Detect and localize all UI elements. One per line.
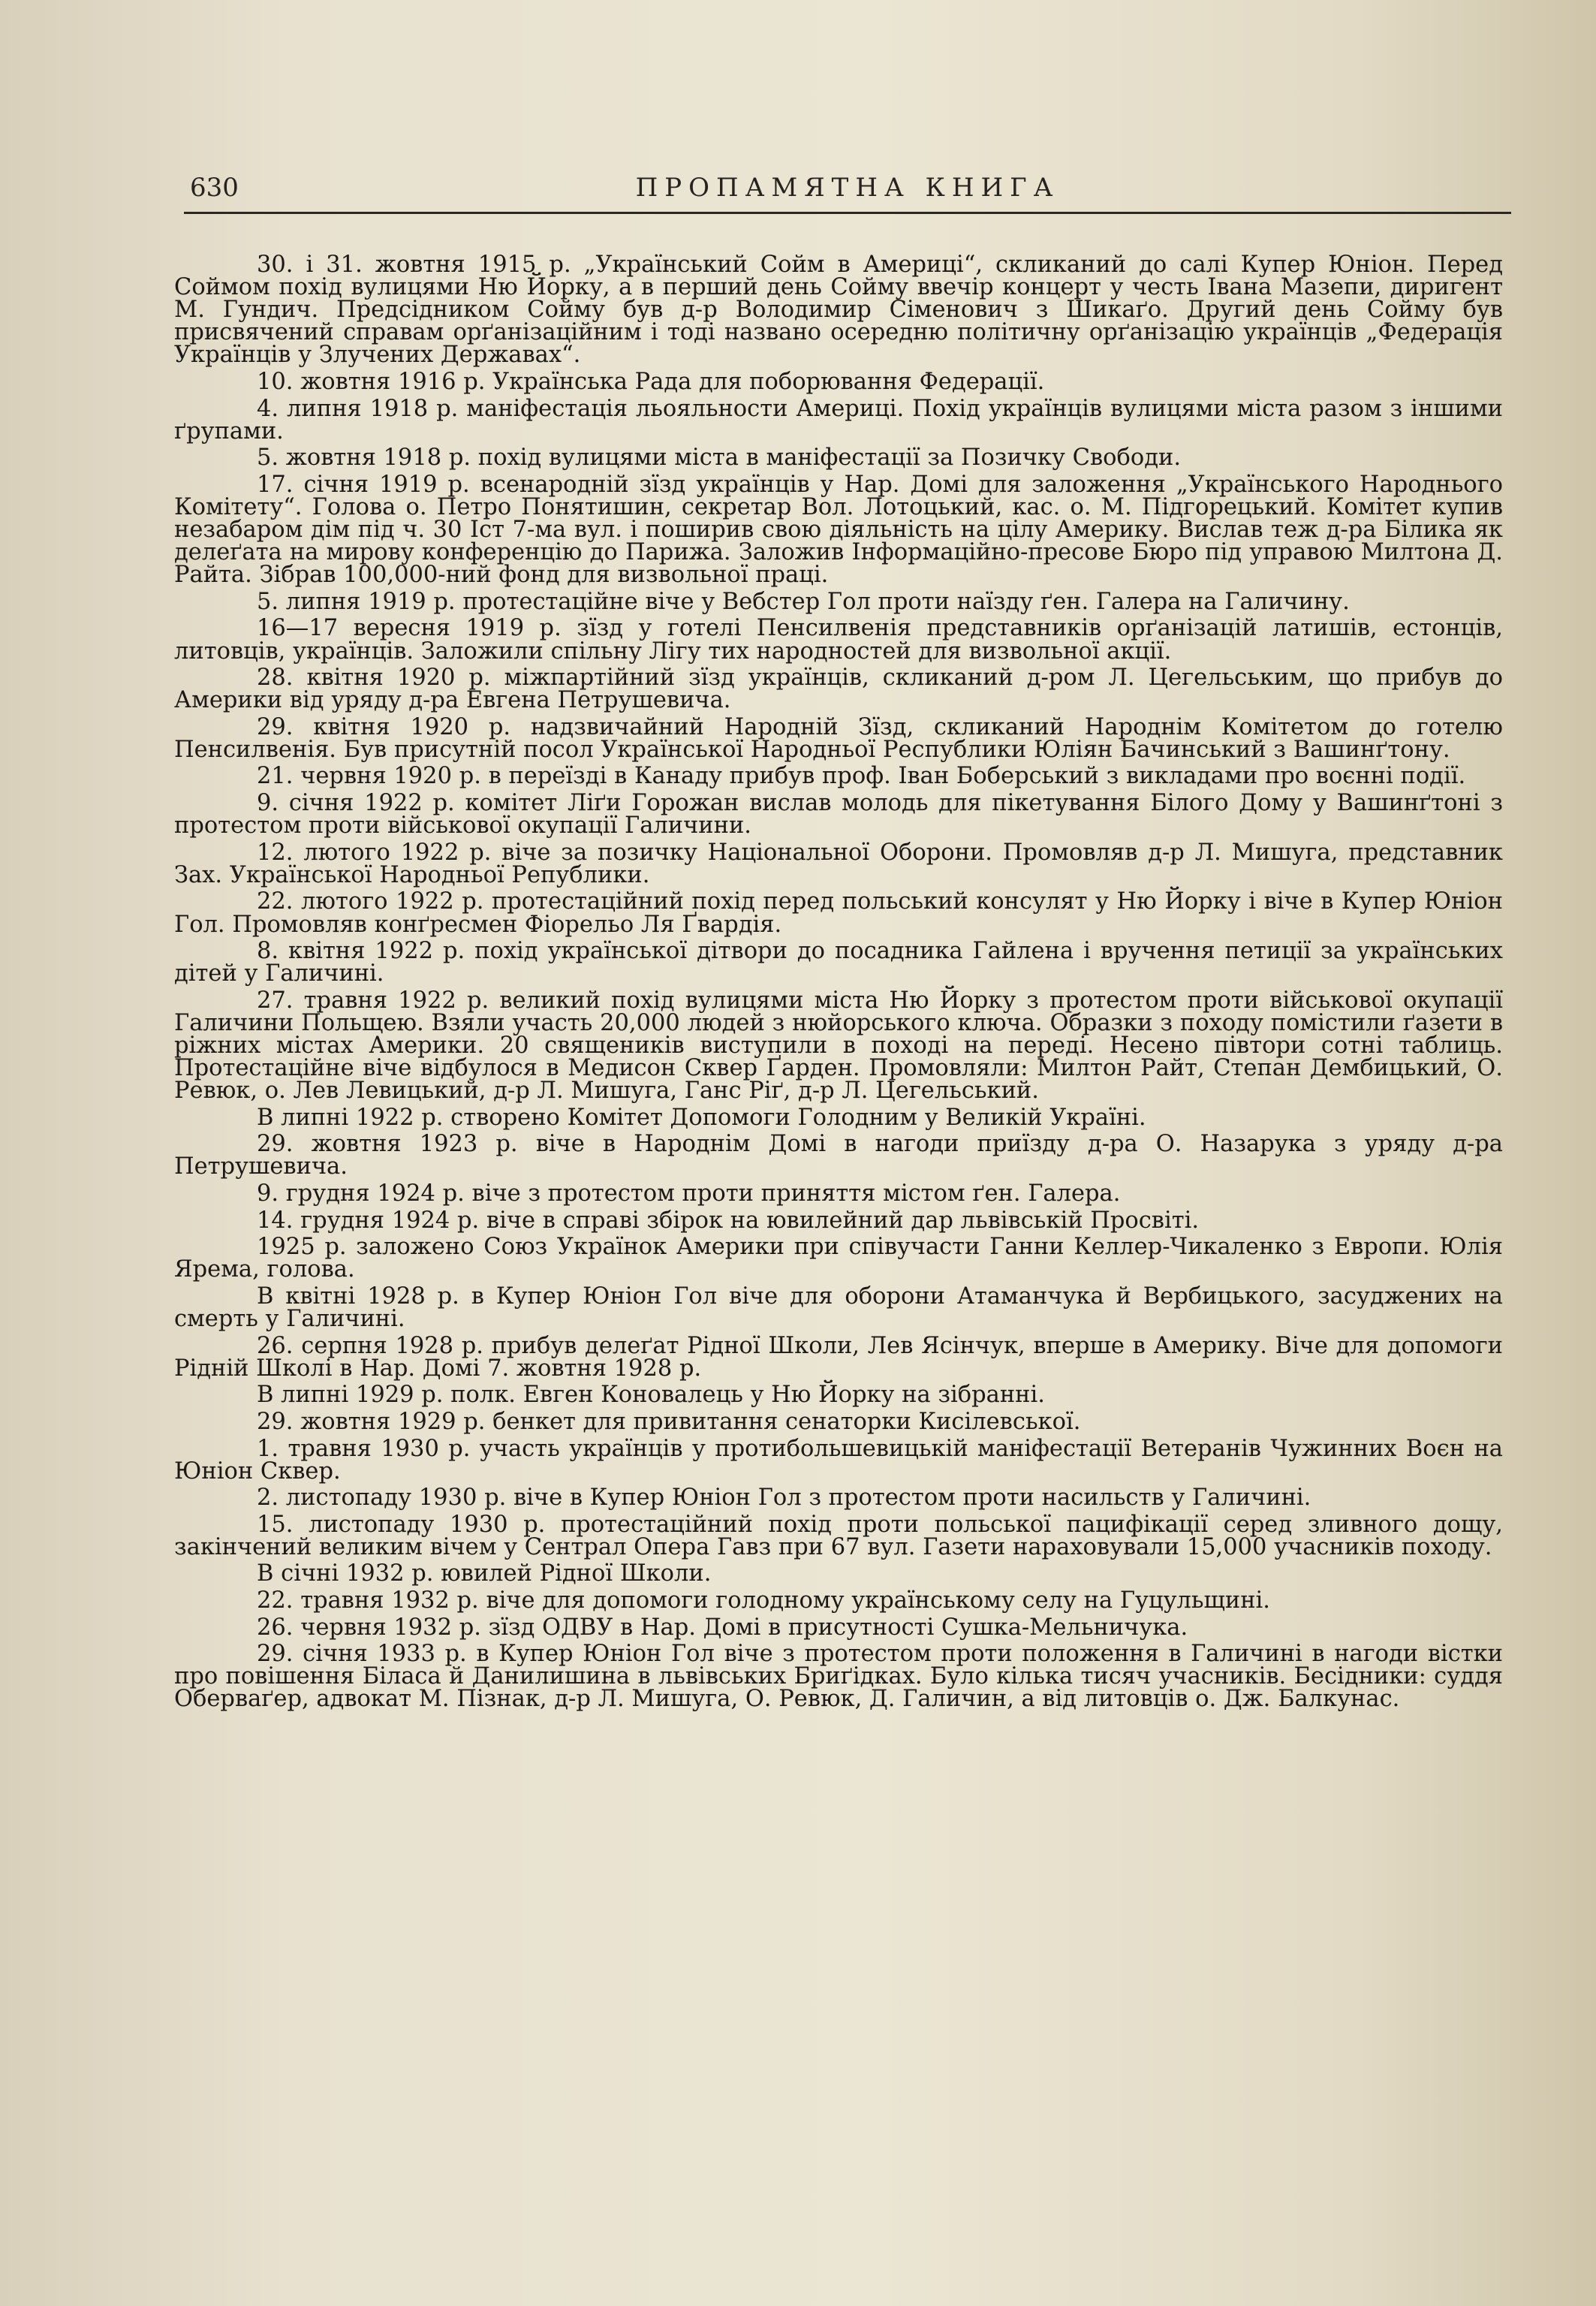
page-number: 630 (190, 173, 239, 203)
chronicle-entry: 12. лютого 1922 р. віче за позичку Національної Оборони. Промовляв д-р Л. Мишуга, представник Зах. Української Народньої Републики. (174, 839, 1503, 888)
chronicle-entry: 1925 р. заложено Союз Українок Америки при співучасти Ганни Келлер-Чикаленко з Европи. Юлія Ярема, голова. (174, 1234, 1503, 1283)
chronicle-entry: 26. серпня 1928 р. прибув делеґат Рідної Школи, Лев Ясінчук, вперше в Америку. Віче для допомоги Рідній Школі в Нар. Домі 7. жовтня 1928 р. (174, 1332, 1503, 1382)
chronicle-entry: 29. жовтня 1923 р. віче в Народнім Домі в нагоди приїзду д-ра О. Назарука з уряду д-ра Петрушевича. (174, 1131, 1503, 1180)
chronicle-entry: 17. січня 1919 р. всенародній зїзд українців у Нар. Домі для заложення „Українського Народнього Комітету“. Голова о. Петро Понятишин, секретар Вол. Лотоцький, кас. о. М. Підгорецький. Комітет купив незабаром дім під ч. 30 Іст 7-ма вул. і поширив свою діяльність на цілу Америку. Вислав теж д-ра Білика як делеґата на мирову конференцію до Парижа. Заложив Інформаційно-пресове Бюро під управою Милтона Д. Райта. Зібрав 100,000-ний фонд для визвольної праці. (174, 471, 1503, 589)
chronicle-entry: 29. січня 1933 р. в Купер Юніон Гол віче з протестом проти положення в Галичині в нагоди вістки про повішення Біласа й Данилишина в львівських Бриґідках. Було кілька тисяч учасників. Бесідники: суддя Оберваґер, адвокат М. Пізнак, д-р Л. Мишуга, О. Ревюк, Д. Галичин, а від литовців о. Дж. Балкунас. (174, 1641, 1503, 1713)
chronicle-entry: 28. квітня 1920 р. міжпартійний зїзд українців, скликаний д-ром Л. Цегельським, що прибув до Америки від уряду д-ра Евгена Петрушевича. (174, 665, 1503, 714)
chronicle-entry: 30. і 31. жовтня 1915 р. „Український Сойм в Америці“, скликаний до салі Купер Юніон. Перед Соймом похід вулицями Ню Йорку, а в перший день Сойму ввечір концерт у честь Івана Мазепи, диригент М. Гундич. Предсідником Сойму був д-р Володимир Сіменович з Шикаґо. Другий день Сойму був присвячений справам орґанізаційним і тоді названо осередню політичну орґанізацію українців „Федерація Українців у Злучених Державах“. (174, 252, 1503, 369)
chronicle-entry: 14. грудня 1924 р. віче в справі збірок на ювилейний дар львівській Просвіті. (257, 1207, 1200, 1234)
chronicle-text (174, 254, 1503, 1715)
chronicle-entry: 29. жовтня 1929 р. бенкет для привитання сенаторки Кисілевської. (257, 1408, 1081, 1435)
running-title: ПРОПАМЯТНА КНИГА (635, 173, 1060, 203)
chronicle-entry: 22. лютого 1922 р. протестаційний похід перед польський консулят у Ню Йорку і віче в Купер Юніон Гол. Промовляв конґресмен Фіорельо Ля Ґвардія. (174, 888, 1503, 938)
chronicle-entry: 15. листопаду 1930 р. протестаційний похід проти польської пацифікації серед зливного дощу, закінчений великим вічем у Сентрал Опера Гавз при 67 вул. Газети нараховували 15,000 учасників походу. (174, 1511, 1503, 1560)
chronicle-entry: В квітні 1928 р. в Купер Юніон Гол віче для оборони Атаманчука й Вербицького, засуджених на смерть у Галичині. (174, 1283, 1503, 1333)
chronicle-entry: 26. червня 1932 р. зїзд ОДВУ в Нар. Домі в присутності Сушка-Мельничука. (257, 1614, 1188, 1641)
chronicle-entry: 27. травня 1922 р. великий похід вулицями міста Ню Йорку з протестом проти військової окупації Галичини Польщею. Взяли участь 20,000 людей з нюйорського ключа. Образки з походу помістили ґазети в ріжних містах Америки. 20 священиків виступили в поході на переді. Несено півтори сотні таблиць. Протестаційне віче відбулося в Медисон Сквер Ґарден. Промовляли: Милтон Райт, Степан Дембицький, О. Ревюк, о. Лев Левицький, д-р Л. Мишуга, Ганс Ріґ, д-р Л. Цегельський. (174, 987, 1503, 1105)
chronicle-entry: 10. жовтня 1916 р. Українська Рада для поборювання Федерації. (257, 368, 1045, 395)
chronicle-entry: В липні 1922 р. створено Комітет Допомоги Голодним у Великій Україні. (257, 1104, 1146, 1131)
chronicle-entry: 2. листопаду 1930 р. віче в Купер Юніон Гол з протестом проти насильств у Галичині. (257, 1485, 1311, 1512)
chronicle-entry: 4. липня 1918 р. маніфестація льояльности Америці. Похід українців вулицями міста разом з іншими ґрупами. (174, 395, 1503, 445)
chronicle-entry: 5. жовтня 1918 р. похід вулицями міста в маніфестації за Позичку Свободи. (257, 445, 1182, 472)
chronicle-entry: В січні 1932 р. ювилей Рідної Школи. (257, 1560, 712, 1587)
chronicle-entry: 16—17 вересня 1919 р. зїзд у готелі Пенсилвенія представників орґанізацій латишів, естонців, литовців, українців. Заложили спільну Лігу тих народностей для визвольної акції. (174, 615, 1503, 665)
chronicle-entry: 9. грудня 1924 р. віче з протестом проти приняття містом ґен. Галера. (257, 1180, 1121, 1207)
page-header (184, 167, 1511, 214)
chronicle-entry: 1. травня 1930 р. участь українців у протибольшевицькій маніфестації Ветеранів Чужинних Воєн на Юніон Сквер. (174, 1435, 1503, 1485)
chronicle-entry: 8. квітня 1922 р. похід української дітвори до посадника Гайлена і вручення петиції за українських дітей у Галичині. (174, 938, 1503, 987)
chronicle-entry: В липні 1929 р. полк. Евген Коновалець у Ню Йорку на зібранні. (257, 1382, 1045, 1409)
chronicle-entry: 5. липня 1919 р. протестаційне віче у Вебстер Гол проти наїзду ґен. Галера на Галичину. (257, 588, 1350, 615)
chronicle-entry: 22. травня 1932 р. віче для допомоги голодному українському селу на Гуцульщині. (257, 1587, 1270, 1614)
chronicle-entry: 29. квітня 1920 р. надзвичайний Народній Зїзд, скликаний Народнім Комітетом до готелю Пенсилвенія. Був присутній посол Української Народньої Республики Юліян Бачинський з Вашинґтону. (174, 713, 1503, 763)
chronicle-entry: 9. січня 1922 р. комітет Ліґи Горожан вислав молодь для пікетування Білого Дому у Вашинґтоні з протестом проти військової окупації Галичини. (174, 790, 1503, 840)
chronicle-entry: 21. червня 1920 р. в переїзді в Канаду прибув проф. Іван Боберський з викладами про воєнні події. (257, 763, 1466, 790)
